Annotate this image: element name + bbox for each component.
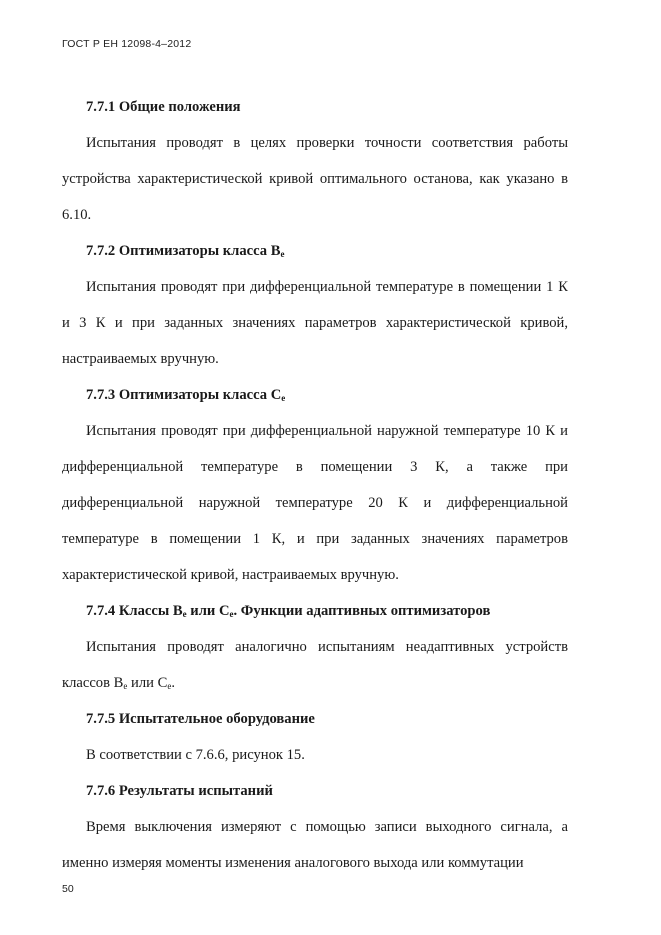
heading-main: 7.7.3 Оптимизаторы класса C: [86, 387, 282, 403]
section-text-7-7-1: Испытания проводят в целях проверки точности соответствия работы устройства характеристической кривой оптимального останова, как указано в 6.10.: [62, 135, 568, 223]
section-text-7-7-4: [62, 629, 568, 701]
section-heading-7-7-4: [62, 593, 568, 629]
section-text-7-7-5: В соответствии с 7.6.6, рисунок 15.: [86, 747, 305, 763]
section-text-7-7-2: Испытания проводят при дифференциальной температуре в помещении 1 К и 3 К и при заданных значениях параметров характеристической кривой, настраиваемых вручную.: [62, 279, 568, 367]
section-heading-7-7-3: [62, 377, 568, 413]
document-body: [62, 89, 568, 881]
section-text-7-7-6: Время выключения измеряют с помощью записи выходного сигнала, а именно измеряя моменты изменения аналогового выхода или коммутации: [62, 819, 568, 871]
text-part: или C: [127, 675, 168, 691]
section-text-7-7-3: Испытания проводят при дифференциальной наружной температуре 10 К и дифференциальной температуре в помещении 3 К, а также при дифференциальной наружной температуре 20 К и дифференциальной температуре в помещении 1 К, и при заданных значениях параметров характеристической кривой, настраиваемых вручную.: [62, 423, 568, 583]
heading-subscript: e: [280, 249, 285, 259]
text-part: .: [171, 675, 175, 691]
heading-part: или C: [186, 603, 230, 619]
heading-subscript: e: [229, 609, 234, 619]
page-number: 50: [62, 883, 74, 895]
section-heading-7-7-6: 7.7.6 Результаты испытаний: [86, 783, 273, 799]
text-subscript: e: [167, 681, 172, 691]
page-header-standard: ГОСТ Р ЕН 12098-4–2012: [62, 38, 192, 50]
heading-subscript: e: [182, 609, 187, 619]
heading-main: 7.7.2 Оптимизаторы класса B: [86, 243, 281, 259]
section-heading-7-7-5: 7.7.5 Испытательное оборудование: [86, 711, 315, 727]
heading-subscript: e: [281, 393, 286, 403]
section-heading-7-7-2: [62, 233, 568, 269]
heading-part: . Функции адаптивных оптимизаторов: [233, 603, 491, 619]
text-subscript: e: [123, 681, 128, 691]
heading-part: 7.7.4 Классы B: [86, 603, 183, 619]
section-heading-7-7-1: 7.7.1 Общие положения: [86, 99, 241, 115]
text-part: Испытания проводят аналогично испытаниям неадаптивных устройств классов B: [62, 639, 568, 691]
